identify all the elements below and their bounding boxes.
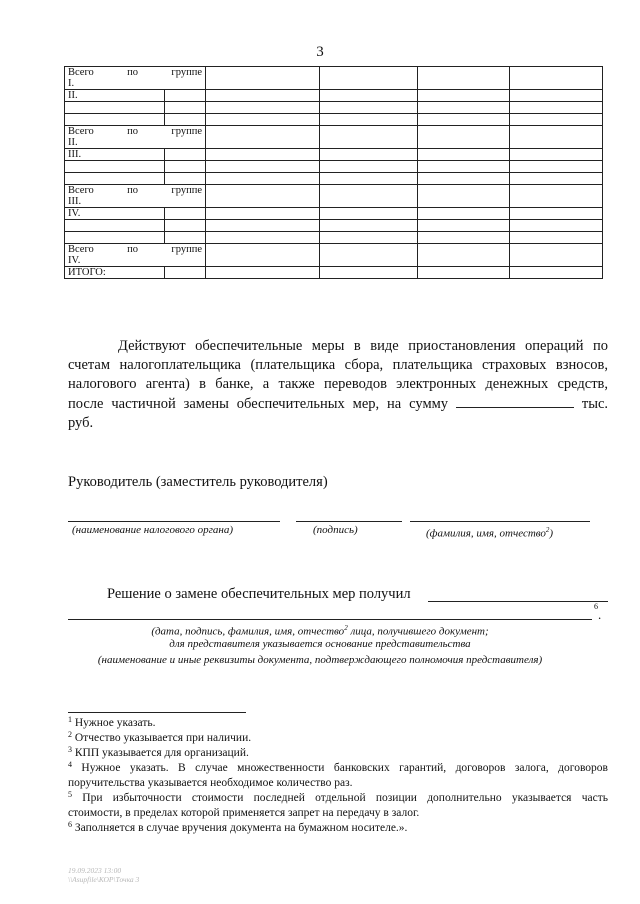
row-label xyxy=(65,90,165,102)
table-row xyxy=(65,185,603,208)
paragraph-text: после частичной замены обеспечительных мер, на сумму xyxy=(68,396,449,412)
table-cell[interactable] xyxy=(320,208,418,220)
row-label xyxy=(65,102,165,114)
measures-table xyxy=(64,66,603,279)
print-stamp-date: 19.09.2023 13:00 xyxy=(68,866,122,875)
table-cell[interactable] xyxy=(510,232,603,244)
receipt-caption-3: (наименование и иные реквизиты документа, подтверждающего полномочия представителя) xyxy=(97,654,543,666)
table-cell[interactable] xyxy=(418,185,510,208)
table-cell[interactable] xyxy=(320,102,418,114)
table-cell[interactable] xyxy=(320,67,418,90)
receiver-line[interactable] xyxy=(428,601,608,602)
table-cell[interactable] xyxy=(206,90,320,102)
table-cell[interactable] xyxy=(510,126,603,149)
table-cell[interactable] xyxy=(165,149,206,161)
row-label xyxy=(65,244,206,267)
signatory-role: Руководитель (заместитель руководителя) xyxy=(68,474,328,490)
footnote-2: $^2$ Отчество указывается при наличии. xyxy=(68,730,252,744)
footnote-3: $^3$ КПП указывается для организаций. xyxy=(68,745,249,759)
table-cell[interactable] xyxy=(165,173,206,185)
row-label-line: III. xyxy=(68,149,82,160)
table-cell[interactable] xyxy=(320,232,418,244)
row-label xyxy=(65,67,206,90)
signature-line[interactable] xyxy=(296,521,402,522)
print-stamp-path: \\Asupfile\КОР\Точка 3 xyxy=(68,875,140,884)
table-cell[interactable] xyxy=(206,244,320,267)
table-row xyxy=(65,244,603,267)
table-cell[interactable] xyxy=(418,90,510,102)
row-label xyxy=(65,185,206,208)
row-label-line: II. xyxy=(68,90,78,101)
table-row xyxy=(65,173,603,185)
table-cell[interactable] xyxy=(418,161,510,173)
table-cell[interactable] xyxy=(165,102,206,114)
table-cell[interactable] xyxy=(320,244,418,267)
table-cell[interactable] xyxy=(165,267,206,279)
paragraph-line: счетам налогоплательщика (плательщика сбора, плательщика страховых взносов, xyxy=(68,357,608,373)
receiver-details-line[interactable] xyxy=(68,619,592,620)
row-label xyxy=(65,173,165,185)
footnote-6: $^6$ Заполняется в случае вручения документа на бумажном носителе.». xyxy=(68,820,408,834)
end-punctuation: . xyxy=(598,607,602,622)
table-row xyxy=(65,267,603,279)
table-cell[interactable] xyxy=(418,149,510,161)
row-label-line: Всего по группе xyxy=(68,185,202,196)
table-cell[interactable] xyxy=(418,114,510,126)
table-row xyxy=(65,90,603,102)
footnote-4-continued: поручительства указывается необходимое количество раз. xyxy=(68,777,353,789)
table-row xyxy=(65,208,603,220)
row-label xyxy=(65,208,165,220)
table-row xyxy=(65,114,603,126)
table-cell[interactable] xyxy=(510,244,603,267)
row-label-line: IV. xyxy=(68,255,81,266)
table-cell[interactable] xyxy=(206,232,320,244)
row-label xyxy=(65,267,165,279)
table-row xyxy=(65,149,603,161)
footnote-separator xyxy=(68,712,246,713)
table-row xyxy=(65,102,603,114)
table-cell[interactable] xyxy=(206,220,320,232)
table-cell[interactable] xyxy=(206,161,320,173)
table-cell[interactable] xyxy=(165,161,206,173)
table-cell[interactable] xyxy=(206,67,320,90)
table-cell[interactable] xyxy=(165,220,206,232)
table-cell[interactable] xyxy=(510,90,603,102)
table-cell[interactable] xyxy=(320,114,418,126)
row-label-line: Всего по группе xyxy=(68,126,202,137)
table-cell[interactable] xyxy=(320,267,418,279)
receipt-title: Решение о замене обеспечительных мер получил xyxy=(107,586,411,602)
table-cell[interactable] xyxy=(320,185,418,208)
row-label xyxy=(65,220,165,232)
footnotes xyxy=(68,716,608,836)
row-label xyxy=(65,232,165,244)
table-cell[interactable] xyxy=(165,114,206,126)
table-cell[interactable] xyxy=(418,173,510,185)
table-cell[interactable] xyxy=(418,102,510,114)
row-label xyxy=(65,126,206,149)
table-cell[interactable] xyxy=(206,208,320,220)
amount-blank-field[interactable] xyxy=(456,394,574,408)
table-cell[interactable] xyxy=(418,220,510,232)
footnote-ref-6: 6 xyxy=(594,602,598,611)
paragraph-text: тыс. xyxy=(581,396,609,412)
table-row xyxy=(65,126,603,149)
table-cell[interactable] xyxy=(418,208,510,220)
table-cell[interactable] xyxy=(510,149,603,161)
table-cell[interactable] xyxy=(510,161,603,173)
row-label xyxy=(65,114,165,126)
row-label xyxy=(65,161,165,173)
table-cell[interactable] xyxy=(206,173,320,185)
table-cell[interactable] xyxy=(510,185,603,208)
full-name-line[interactable] xyxy=(410,521,590,522)
row-label-line: Всего по группе xyxy=(68,67,202,78)
row-label-line: III. xyxy=(68,196,82,207)
table-cell[interactable] xyxy=(206,114,320,126)
table-cell[interactable] xyxy=(206,267,320,279)
caption-full-name: (фамилия, имя, отчество$^2$) xyxy=(426,526,554,540)
row-label-line: ИТОГО: xyxy=(68,267,106,278)
table-cell[interactable] xyxy=(510,173,603,185)
measures-paragraph xyxy=(68,337,608,433)
row-label-line: IV. xyxy=(68,208,81,219)
table-cell[interactable] xyxy=(320,90,418,102)
table-cell[interactable] xyxy=(510,67,603,90)
table-cell[interactable] xyxy=(418,267,510,279)
table-cell[interactable] xyxy=(418,67,510,90)
table-cell[interactable] xyxy=(320,149,418,161)
caption-org: (наименование налогового органа) xyxy=(72,524,234,536)
table-row xyxy=(65,67,603,90)
paragraph-line xyxy=(68,394,608,414)
paragraph-line: налогового агента) в банке, а также переводов электронных денежных средств, xyxy=(68,376,608,392)
table-cell[interactable] xyxy=(418,244,510,267)
table-cell[interactable] xyxy=(510,114,603,126)
receipt-caption-1: (дата, подпись, фамилия, имя, отчество$^2$ лица, получившего документ; xyxy=(151,624,489,638)
page-number: 3 xyxy=(316,44,324,60)
receipt-caption-2: для представителя указывается основание представительства xyxy=(169,638,471,650)
measures-table-body xyxy=(65,67,603,279)
org-name-line[interactable] xyxy=(68,521,280,522)
table-cell[interactable] xyxy=(510,267,603,279)
table-cell[interactable] xyxy=(320,126,418,149)
table-cell[interactable] xyxy=(206,149,320,161)
table-cell[interactable] xyxy=(510,208,603,220)
paragraph-line: Действуют обеспечительные меры в виде приостановления операций по xyxy=(118,338,608,354)
row-label-line: Всего по группе xyxy=(68,244,202,255)
table-row xyxy=(65,220,603,232)
table-cell[interactable] xyxy=(418,232,510,244)
row-label xyxy=(65,149,165,161)
table-cell[interactable] xyxy=(418,126,510,149)
table-cell[interactable] xyxy=(165,232,206,244)
table-cell[interactable] xyxy=(206,185,320,208)
row-label-line: I. xyxy=(68,78,75,89)
table-cell[interactable] xyxy=(320,161,418,173)
table-cell[interactable] xyxy=(510,220,603,232)
table-cell[interactable] xyxy=(165,90,206,102)
table-cell[interactable] xyxy=(320,173,418,185)
table-cell[interactable] xyxy=(510,102,603,114)
table-cell[interactable] xyxy=(206,126,320,149)
table-row xyxy=(65,161,603,173)
caption-signature: (подпись) xyxy=(313,524,358,536)
table-cell[interactable] xyxy=(320,220,418,232)
row-label-line: II. xyxy=(68,137,78,148)
footnote-5: $^5$ При избыточности стоимости последней отдельной позиции дополнительно указывается часть xyxy=(68,790,608,804)
table-row xyxy=(65,232,603,244)
paragraph-line: руб. xyxy=(68,415,94,431)
footnote-5-continued: стоимости, в пределах которой применяется запрет на передачу в залог. xyxy=(68,807,420,819)
table-cell[interactable] xyxy=(206,102,320,114)
table-cell[interactable] xyxy=(165,208,206,220)
footnote-4: $^4$ Нужное указать. В случае множественности банковских гарантий, договоров залога, договоров xyxy=(68,760,608,774)
footnote-1: $^1$ Нужное указать. xyxy=(68,715,156,729)
print-stamp xyxy=(68,866,139,884)
